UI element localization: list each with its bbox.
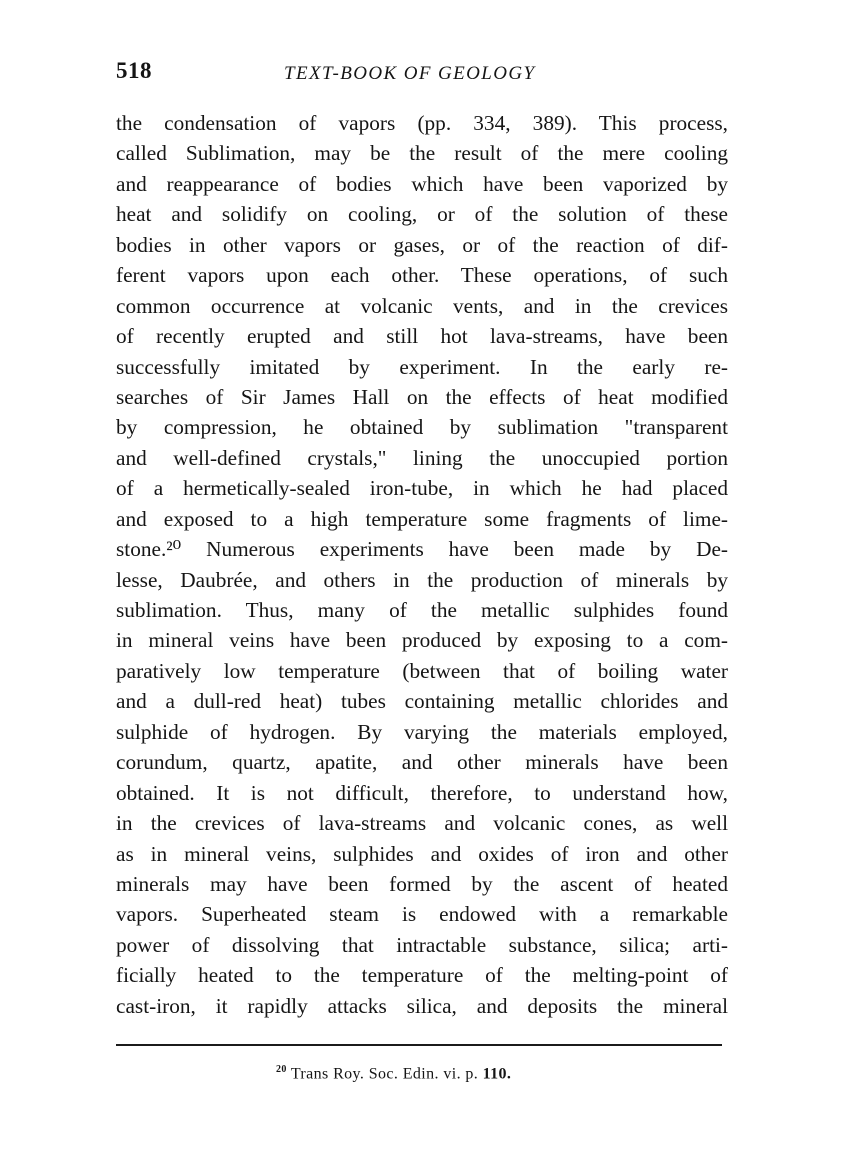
text-line: obtained. It is not difficult, therefore, to understand how, [116,780,728,805]
text-line: and well-defined crystals," lining the unoccupied portion [116,445,728,470]
footnote-marker: 20 [276,1064,287,1075]
text-line: and reappearance of bodies which have been vaporized by [116,171,728,196]
text-line: bodies in other vapors or gases, or of the reaction of dif- [116,232,728,257]
text-line: heat and solidify on cooling, or of the solution of these [116,202,728,227]
text-line: common occurrence at volcanic vents, and in the crevices [116,293,728,318]
text-line: called Sublimation, may be the result of the mere cooling [116,141,728,166]
text-line: ferent vapors upon each other. These operations, of such [116,263,728,288]
text-line: searches of Sir James Hall on the effects of heat modified [116,384,728,409]
text-line: in the crevices of lava-streams and volcanic cones, as well [116,811,728,836]
text-line: vapors. Superheated steam is endowed with a remarkable [116,902,728,927]
text-line: sublimation. Thus, many of the metallic sulphides found [116,598,728,622]
footnote [276,1064,511,1083]
text-line: as in mineral veins, sulphides and oxides of iron and other [116,841,728,866]
text-line: and a dull-red heat) tubes containing metallic chlorides and [116,689,728,714]
running-head: TEXT-BOOK OF GEOLOGY [284,63,536,84]
page-number: 518 [116,58,152,83]
text-line: of recently erupted and still hot lava-streams, have been [116,324,728,349]
text-line: lesse, Daubrée, and others in the production of minerals by [116,567,728,592]
text-line: corundum, quartz, apatite, and other minerals have been [116,750,728,775]
text-line: sulphide of hydrogen. By varying the materials employed, [116,719,728,744]
text-line: of a hermetically-sealed iron-tube, in which he had placed [116,476,728,501]
text-line: in mineral veins have been produced by exposing to a com- [116,628,728,653]
text-line: successfully imitated by experiment. In the early re- [116,354,728,379]
text-line: power of dissolving that intractable substance, silica; arti- [116,932,728,957]
footnote-text: Trans Roy. Soc. Edin. vi. p. [290,1065,483,1083]
text-line: stone.²⁰ Numerous experiments have been made by De- [116,537,728,562]
text-line: by compression, he obtained by sublimation "transparent [116,415,728,440]
text-line: paratively low temperature (between that of boiling water [116,658,728,683]
text-line: minerals may have been formed by the ascent of heated [116,871,728,896]
body-text [116,108,728,1021]
page-header [116,58,730,92]
footnote-page: 110. [482,1065,512,1083]
text-line: ficially heated to the temperature of the melting-point of [116,963,728,988]
footnote-rule [116,1044,722,1046]
text-line: the condensation of vapors (pp. 334, 389). This process, [116,111,728,135]
text-line: and exposed to a high temperature some fragments of lime- [116,506,728,531]
text-line: cast-iron, it rapidly attacks silica, and deposits the mineral [116,993,728,1018]
